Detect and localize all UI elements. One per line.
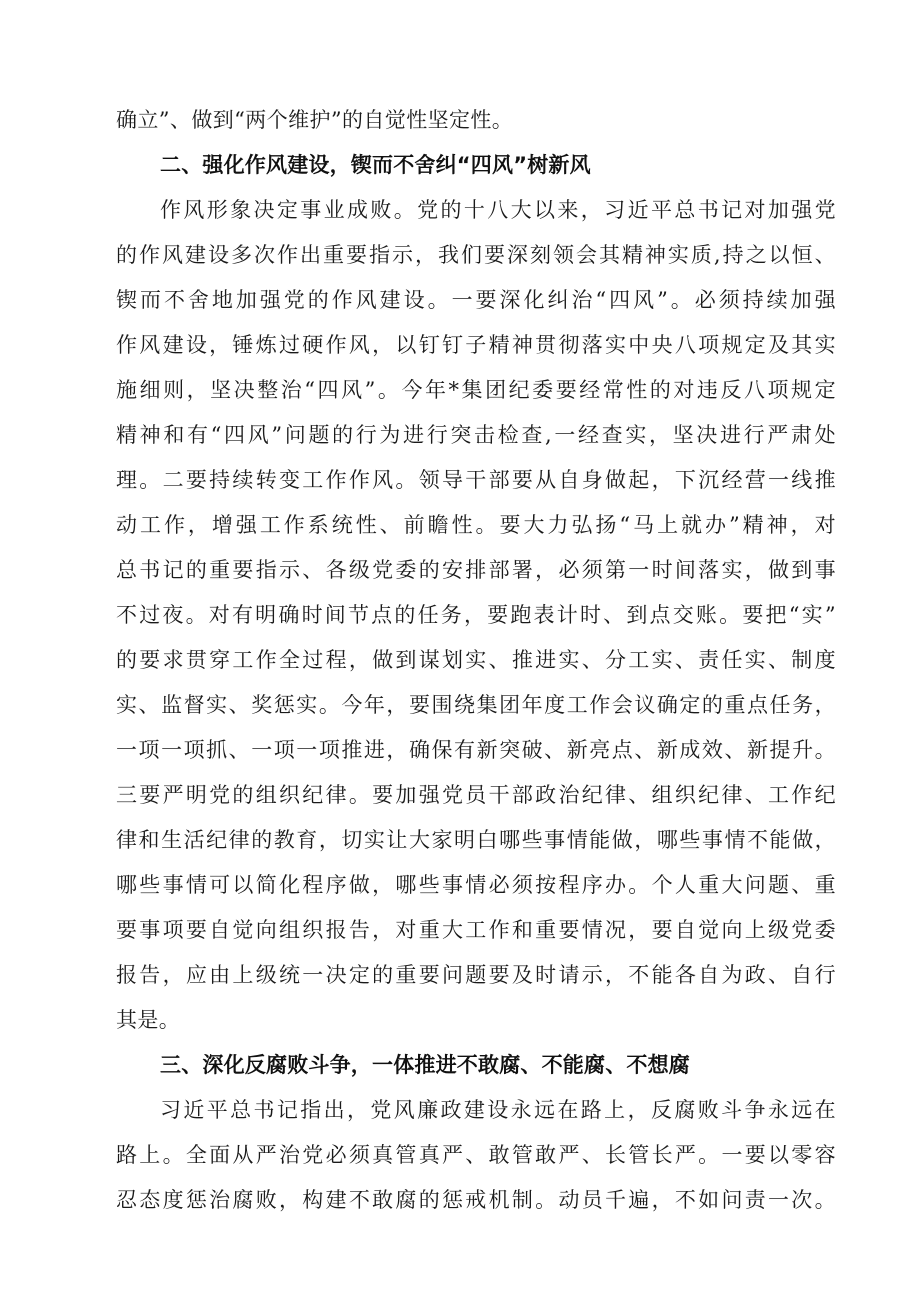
- body-text-line: 路上。全面从严治党必须真管真严、敢管敢严、长管长严。一要以零容: [116, 1143, 836, 1167]
- body-text-line: 施细则，坚决整治“四风”。今年*集团纪委要经常性的对违反八项规定: [116, 378, 836, 402]
- body-text-line: 作风形象决定事业成败。党的十八大以来，习近平总书记对加强党: [160, 198, 836, 222]
- section-heading-3: 三、深化反腐败斗争，一体推进不敢腐、不能腐、不想腐: [160, 1053, 690, 1077]
- body-text-line: 忍态度惩治腐败，构建不敢腐的惩戒机制。动员千遍，不如问责一次。: [116, 1188, 836, 1212]
- body-text-line: 理。二要持续转变工作作风。领导干部要从自身做起，下沉经营一线推: [116, 468, 836, 492]
- body-text-line: 的要求贯穿工作全过程，做到谋划实、推进实、分工实、责任实、制度: [116, 648, 836, 672]
- body-text-line: 锲而不舍地加强党的作风建设。一要深化纠治“四风”。必须持续加强: [116, 288, 836, 312]
- body-text-line: 动工作，增强工作系统性、前瞻性。要大力弘扬“马上就办”精神，对: [116, 513, 836, 537]
- body-text-line: 哪些事情可以简化程序做，哪些事情必须按程序办。个人重大问题、重: [116, 873, 836, 897]
- body-text-line: 三要严明党的组织纪律。要加强党员干部政治纪律、组织纪律、工作纪: [116, 783, 836, 807]
- body-text-line: 律和生活纪律的教育，切实让大家明白哪些事情能做，哪些事情不能做，: [116, 828, 836, 852]
- body-text-line: 报告，应由上级统一决定的重要问题要及时请示，不能各自为政、自行: [116, 963, 836, 987]
- body-text-line: 一项一项抓、一项一项推进，确保有新突破、新亮点、新成效、新提升。: [116, 738, 836, 762]
- body-text-line: 作风建设，锤炼过硬作风，以钉钉子精神贯彻落实中央八项规定及其实: [116, 333, 836, 357]
- body-text-line: 不过夜。对有明确时间节点的任务，要跑表计时、到点交账。要把“实”: [116, 603, 836, 627]
- body-text-line: 确立”、做到“两个维护”的自觉性坚定性。: [116, 108, 514, 132]
- body-text-line: 的作风建设多次作出重要指示，我们要深刻领会其精神实质,持之以恒、: [116, 243, 836, 267]
- section-heading-2: 二、强化作风建设，锲而不舍纠“四风”树新风: [160, 153, 591, 177]
- body-text-line: 总书记的重要指示、各级党委的安排部署，必须第一时间落实，做到事: [116, 558, 836, 582]
- body-text-line: 其是。: [116, 1008, 181, 1032]
- body-text-line: 实、监督实、奖惩实。今年，要围绕集团年度工作会议确定的重点任务，: [116, 693, 836, 717]
- body-text-line: 习近平总书记指出，党风廉政建设永远在路上，反腐败斗争永远在: [160, 1098, 836, 1122]
- body-text-line: 精神和有“四风”问题的行为进行突击检查,一经查实，坚决进行严肃处: [116, 423, 836, 447]
- body-text-line: 要事项要自觉向组织报告，对重大工作和重要情况，要自觉向上级党委: [116, 918, 836, 942]
